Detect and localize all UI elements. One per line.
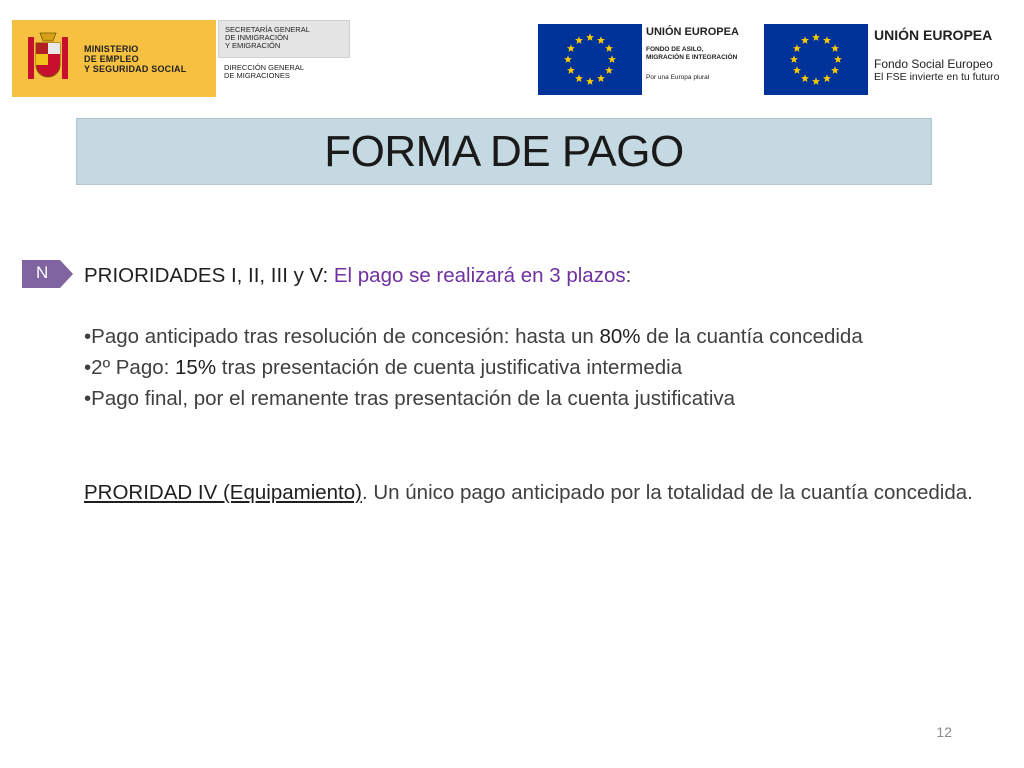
eu-star-icon [801, 74, 809, 82]
priorities-plan: El pago se realizará en 3 plazos [333, 264, 626, 287]
eu-star-icon [790, 55, 798, 63]
eu-flag-icon [764, 24, 868, 95]
eu-star-icon [831, 44, 839, 52]
eu-star-icon [575, 74, 583, 82]
eu-star-icon [597, 74, 605, 82]
eu-star-icon [823, 74, 831, 82]
ministry-logo [12, 20, 216, 97]
eu-star-icon [605, 66, 613, 74]
eu-star-icon [605, 44, 613, 52]
ministry-line: DE EMPLEO [84, 53, 139, 64]
secretaria-line: DE INMIGRACIÓN [225, 33, 289, 42]
eu-star-icon [586, 77, 594, 85]
priorities-heading: PRIORIDADES I, II, III y V: [84, 264, 329, 287]
eu-social-fund-logo [874, 27, 1014, 93]
bullet-text: de la cuantía concedida [640, 325, 863, 348]
eu-title: UNIÓN EUROPEA [874, 27, 993, 43]
eu-tagline: El FSE invierte en tu futuro [874, 71, 1000, 83]
marker-letter: N [36, 263, 49, 282]
priorities-colon: : [625, 264, 632, 287]
priority-iv-heading: PRORIDAD IV (Equipamiento) [84, 481, 362, 504]
eu-flag-icon [538, 24, 642, 95]
bullet-item [84, 383, 984, 414]
ministry-line: MINISTERIO [84, 43, 139, 54]
secretaria-line: Y EMIGRACIÓN [225, 41, 281, 50]
secretaria-logo [218, 20, 350, 58]
eu-star-icon [567, 66, 575, 74]
secretaria-line: SECRETARÍA GENERAL [225, 25, 310, 34]
bullet-text: •Pago final, por el remanente tras presentación de la cuenta justificativa [84, 387, 736, 410]
eu-star-icon [812, 33, 820, 41]
bullet-text: •Pago anticipado tras resolución de concesión: hasta un [84, 325, 600, 348]
priorities-line [84, 260, 984, 291]
bullet-item [84, 352, 984, 383]
eu-asylum-fund-logo [646, 24, 754, 94]
ministry-name [84, 44, 186, 74]
eu-star-icon [793, 66, 801, 74]
eu-tagline: Por una Europa plural [646, 74, 710, 81]
eu-fund-line: FONDO DE ASILO, [646, 46, 704, 53]
priority-iv-text: . Un único pago anticipado por la totalidad de la cuantía concedida. [361, 481, 973, 504]
slide-body [84, 260, 984, 508]
eu-star-icon [586, 33, 594, 41]
spain-coat-of-arms-icon [24, 29, 72, 89]
ministry-line: Y SEGURIDAD SOCIAL [84, 63, 187, 74]
eu-star-icon [834, 55, 842, 63]
bullet-percent: 80% [599, 325, 641, 348]
eu-star-icon [823, 36, 831, 44]
title-bar [76, 118, 932, 185]
page-number: 12 [936, 724, 952, 740]
eu-title: UNIÓN EUROPEA [646, 26, 739, 38]
slide-title: FORMA DE PAGO [324, 126, 684, 176]
pentagon-arrow-icon [22, 259, 74, 289]
direccion-line: DE MIGRACIONES [224, 71, 290, 80]
eu-star-icon [831, 66, 839, 74]
eu-star-icon [793, 44, 801, 52]
direccion-line: DIRECCIÓN GENERAL [224, 63, 305, 72]
bullet-item [84, 321, 984, 352]
eu-fund-line: MIGRACIÓN E INTEGRACIÓN [646, 54, 738, 61]
eu-fund-name: Fondo Social Europeo [874, 57, 993, 71]
eu-star-icon [575, 36, 583, 44]
eu-star-icon [608, 55, 616, 63]
eu-star-icon [801, 36, 809, 44]
eu-star-icon [564, 55, 572, 63]
bullet-percent: 15% [175, 356, 217, 379]
eu-star-icon [597, 36, 605, 44]
eu-star-icon [812, 77, 820, 85]
eu-star-icon [567, 44, 575, 52]
priority-iv-line [84, 477, 984, 508]
bullet-text: tras presentación de cuenta justificativa intermedia [216, 356, 683, 379]
bullet-text: •2º Pago: [84, 356, 176, 379]
direccion-logo [218, 64, 356, 94]
